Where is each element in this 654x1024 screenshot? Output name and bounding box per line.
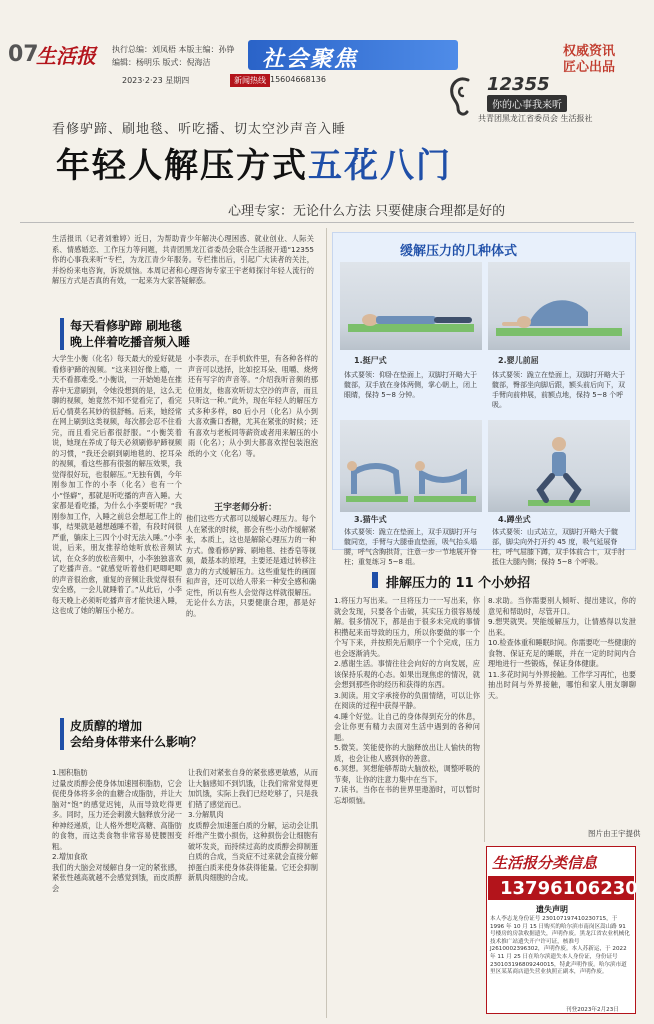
tips-column-1: 1.将压力写出来。一旦将压力一一写出来，你就会发现，只要各个击破，其实压力很容易缓解。很多情况下，都是由于很多未完成的事情积攒起来而导致的压力，所以你要做的事一个个写下来，并按照先后顺序一个个完成，压力也会逐渐消失。 2.感谢生活。事情往往会向好的方向发展，应该保持乐观的心态。如果出现焦虑的情况，就会想到那些你的经历和获得的东西。 3.阅读。用文字承接你的负面情绪，可以让你在阅读的过程中获得平静。 4.睡个好觉。让自己的身体得到充分的休息，会让你更有精力去面对生活中遇到的各种问题。 5.微笑。笑能使你的大脑释放出让人愉快的物质，也会让他人感到你的善意。 6.冥想。冥想能够帮助大脑放松，调整呼吸的节奏，让你的注意力集中在当下。 7.读书。当你在书的世界里遨游时，可以暂时忘却烦恼。: [334, 596, 480, 805]
section2-heading: [60, 718, 310, 750]
staff-credits-line1: 执行总编：刘凤梧 本版主编：孙铮: [112, 45, 235, 54]
hotline-number: 15604668136: [270, 75, 326, 84]
section1-heading: [60, 318, 310, 350]
section1-heading-line1: 每天看修驴蹄 刷地毯: [70, 319, 183, 333]
ad-title: 生活报分类信息: [492, 854, 598, 872]
pose-description-3: 体式要领：跪立在垫面上，双手双脚打开与髋同宽，手臂与大腿垂直垫面，吸气抬头塌腰，呼气含胸拱背，注意一步一节地展开脊柱；重复练习 5~8 组。: [344, 528, 477, 566]
page-number: 07: [8, 42, 39, 67]
slogan-line1: 权威资讯: [563, 44, 616, 59]
headline-plain: 年轻人解压方式: [56, 146, 308, 186]
staff-credits-line2: 编辑：杨明乐 版式：倪海洁: [112, 58, 211, 67]
ad-phone-number: 13796106230: [500, 878, 638, 899]
kicker: 看修驴蹄、刷地毯、听吃播、切太空沙声音入睡: [52, 122, 347, 137]
brand-tagline: 你的心事我来听: [487, 95, 567, 112]
section2-heading-line2: 会给身体带来什么影响？: [70, 735, 203, 749]
issue-date: 2023·2·23 星期四: [122, 76, 190, 85]
tips-column-2: 8.求助。当你需要别人倾听、提出建议，你的意见和帮助时，尽管开口。 9.想哭就哭。哭能缓解压力，让情感得以发泄出来。 10.检查体重和睡眠时间。你需要吃一些健康的食物、保证充足的睡眠，并在一定的时间内合理地进行一些锻炼，保证身体健康。 11.多花时间与外界接触。工作学习再忙，也要抽出时间与外界接触，哪怕和家人朋友聊聊天。: [488, 596, 636, 700]
tips-heading-accent: [372, 572, 378, 588]
hotline-label: 新闻热线: [230, 74, 270, 87]
tips-title: 排解压力的 11 个小妙招: [386, 576, 531, 591]
yoga-panel-title: 缓解压力的几种体式: [400, 244, 518, 259]
article-column-2: 小李表示，在手机软件里，有各种各样的声音可以选择，比如挖耳朵、咀嚼、烧烤还有写字的声音等。“介绍我听音频的那位朋友，他喜欢听切太空沙的声音，而且只听这一种。”此外，现在年轻人的解压方式多种多样，80 后小月（化名）从小到大喜欢撕口香糖，尤其在紧张的时候；还有喜欢与老板同等薪资或者用来解压的小雨（化名）；从小到大都喜欢捏包装泡泡纸的小文（化名）等。: [188, 354, 318, 458]
slogan-line2: 匠心出品: [563, 60, 616, 75]
headline-accent: 五花八门: [308, 146, 452, 186]
pose-description-4: 体式要领：山式站立，双脚打开略大于髋部，脚尖向外打开约 45 度，吸气延展脊柱，呼气屈膝下蹲，双手体前合十，双手肘抵住大腿内侧；保持 5~8 个呼吸。: [492, 528, 625, 566]
pose-caption-4: 4.蹲坐式: [498, 515, 531, 524]
column-rule: [326, 228, 327, 1018]
pose-caption-2: 2.婴儿前屈: [498, 356, 539, 365]
paper-logo: 生活报: [36, 44, 96, 68]
article-column-4: 让我们对紧张自身的紧张感更敏感，从而让大脑感知不到饥饿，让我们常常觉得更加饥饿，实际上我们已经吃够了，只是我们错了感觉而已。 3.分解肌肉 皮质醇会加速蛋白质的分解，运动会让肌纤维产生微小损伤，这种损伤会让细胞有破坏发炎，而持续过高的皮质醇会抑制蛋白质的合成，当炎症不过来就会直接分解掉蛋白质来使身体获得能量。它还会抑制新肌肉细胞的合成。: [188, 768, 318, 882]
divider: [20, 222, 634, 223]
section-title: 社会聚焦: [262, 47, 359, 72]
pose-photo-corpse: [340, 262, 482, 350]
section2-heading-line1: 皮质醇的增加: [70, 719, 143, 733]
article-column-1: 大学生小衡（化名）每天最大的爱好就是看修驴蹄的视频。“这来回好像上瘾，一天不看都难受。”小衡说，一开始她是在推荐中无意刷到，令她没想到的是，这么无聊的视频，她竟然不知不觉看完了，看完后心情莫名其妙的很舒畅。后来，她经常在网上刷到这类视频，每次都会忍不住看完，而且看完后都很舒服。“小衡笑着说，她现在养成了每天必须刷修驴蹄视频的习惯，“我还会刷到刷地毯的、挖耳朵的视频，看这些都有很强的解压效果，我觉得很好玩，也很解压。”无独有偶，今年刚参加工作的小李（化名）也有一个小“怪癖”，那就是听吃播的声音入睡。大家都是看吃播，为什么小李要听呢？“我刚参加工作，入睡之前总会想起工作上的事，结果就是越想越睡不着，有段时间很严重，躺床上三四个小时无法入睡。”小李说，后来，朋友推荐给她听放松音频试试，在众多的放松音频中，小李独独喜欢了吃播声音。“就感觉听着他们吧唧吧唧的声音很治愈，重复的音频让我觉得很有安全感，一会儿就睡着了。”从此后，小李每天晚上必须听吃播声音才能快速入睡，这也成了她的解压小秘方。: [52, 354, 182, 615]
lead-paragraph: 生活报讯（记者刘雅婷）近日，为帮助青少年解决心理困惑、就业创业、人际关系、情感婚恋、工作压力等问题，共青团黑龙江省委员会联合生活报开通“12355 你的心事我来听”专栏，为龙江青少年服务。专栏推出后，引起广大读者的关注，并纷纷来电咨询，诉说烦恼。本周记者和心理咨询专家王宇老师探讨年轻人流行的解压方式是否真的有效，一起来为大家答疑解惑。: [52, 234, 314, 285]
subhead: 心理专家：无论什么方法 只要健康合理都是好的: [228, 204, 506, 219]
pose-photo-cat-cow: [340, 420, 482, 512]
section1-heading-line2: 晚上伴着吃播音频入睡: [70, 335, 191, 349]
photo-credit: 图片由王宇提供: [588, 829, 641, 838]
expert-title: 王宇老师分析：: [214, 503, 278, 513]
brand-organization: 共青团黑龙江省委员会 生活报社: [478, 114, 593, 123]
ear-icon: [448, 74, 476, 118]
headline: [56, 138, 452, 187]
pose-description-2: 体式要领：跪立在垫面上，双脚打开略大于髋部，臀部坐向脚后跟，额头前后向下，双手臂向前伸展，前额点地，保持 5~8 个呼吸。: [492, 371, 625, 409]
article-column-3: 1.囤积脂肪 过量皮质醇会使身体加速囤积脂肪，它会促使身体将多余的血糖合成脂肪，并让大脑对“饱”的感觉迟钝，从而导致吃得更多。同时，压力还会刺激大脑释放分泌一种神经递质，让人格外想吃高糖、高脂肪的食物，而这类食物非常容易使腰围变粗。 2.增加食欲 我们的大脑会对缓解自身一定的紧张感，紧张性越高就越不会感觉到饿，而皮质醇会: [52, 768, 182, 893]
expert-analysis: 他们这些方式都可以缓解心理压力。每个人在紧张的时候，都会有些小动作缓解紧张，本质上，这也是解除心理压力的一种方式。像看修驴蹄、刷地毯、挂香皂等视频，最基本的原理，主要还是通过转移注意力的方式缓解压力。这些重复性的画面和声音，还可以给人带来一种安全感和确定性，所以有些人会觉得这样就很解压。无论什么方法，只要健康合理，都是好的。: [186, 514, 316, 618]
pose-photo-child: [488, 262, 630, 350]
pose-description-1: 体式要领：仰卧在垫面上，双脚打开略大于髋部，双手放在身体两侧，掌心朝上，闭上眼睛，保持 5~8 分钟。: [344, 371, 477, 399]
brand-number: 12355: [487, 74, 550, 95]
ad-date: 刊登2023年2月23日: [566, 1007, 619, 1013]
ad-notice-title: 遗失声明: [536, 905, 568, 914]
pose-photo-squat: [488, 420, 630, 512]
pose-caption-1: 1.挺尸式: [354, 356, 387, 365]
pose-caption-3: 3.猫牛式: [354, 515, 387, 524]
ad-notice-text: 本人李志龙身份证号 230107197410230715，于 1996 年 10 月 15 日购买的哈尔滨市南岗区嵩山路 91 号楼房的房款收据遗失，声明作废。黑龙江省农业机械化技术推广站遗失开户许可证，核准号 J2610002396302，声明作废。本人苏新运，于 2022 年 11 月 25 日在哈尔滨遗失本人身份证，身份证号 230103196809240015，特此声明作废。哈尔滨市道里区某某商店遗失营业执照正副本，声明作废。: [490, 916, 630, 976]
column-rule: [484, 596, 485, 842]
